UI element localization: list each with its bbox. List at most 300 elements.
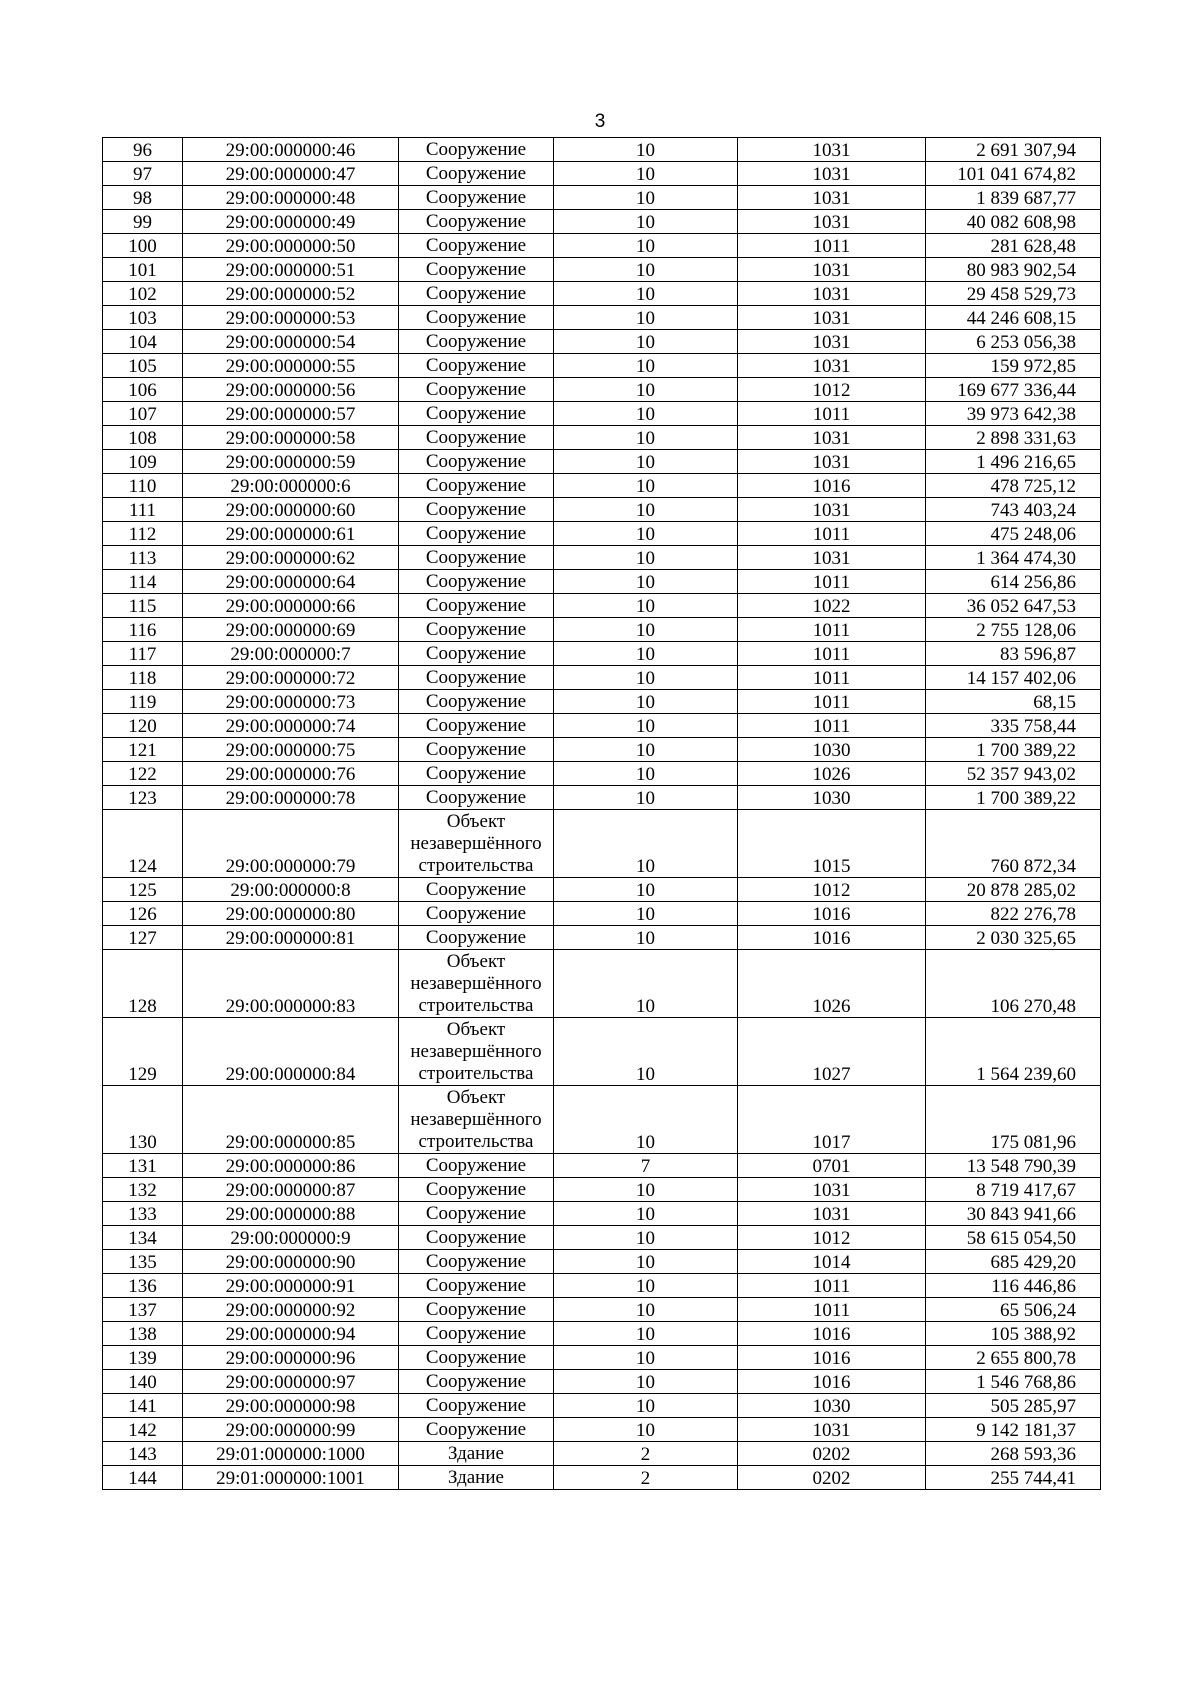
code-cell: 1030 — [738, 1394, 926, 1418]
table-row — [103, 378, 1101, 402]
group-cell: 10 — [554, 1018, 738, 1086]
cadastral-number-cell: 29:00:000000:91 — [183, 1274, 399, 1298]
code-cell: 1011 — [738, 570, 926, 594]
code-cell: 1031 — [738, 258, 926, 282]
code-cell: 1011 — [738, 1274, 926, 1298]
row-number-cell: 101 — [103, 258, 183, 282]
code-cell: 1011 — [738, 618, 926, 642]
table-row — [103, 594, 1101, 618]
cadastral-value-cell: 255 744,41 — [926, 1466, 1101, 1490]
code-cell: 1031 — [738, 162, 926, 186]
cadastral-value-cell: 83 596,87 — [926, 642, 1101, 666]
group-cell: 10 — [554, 306, 738, 330]
group-cell: 10 — [554, 186, 738, 210]
cadastral-number-cell: 29:00:000000:56 — [183, 378, 399, 402]
cadastral-value-cell: 685 429,20 — [926, 1250, 1101, 1274]
group-cell: 10 — [554, 282, 738, 306]
row-number-cell: 131 — [103, 1154, 183, 1178]
table-row — [103, 306, 1101, 330]
cadastral-value-cell: 822 276,78 — [926, 902, 1101, 926]
row-number-cell: 98 — [103, 186, 183, 210]
code-cell: 1012 — [738, 1226, 926, 1250]
table-row — [103, 902, 1101, 926]
table-row — [103, 570, 1101, 594]
table-row — [103, 354, 1101, 378]
object-type-cell: Сооружение — [399, 234, 554, 258]
cadastral-value-cell: 2 898 331,63 — [926, 426, 1101, 450]
code-cell: 1031 — [738, 1418, 926, 1442]
table-row — [103, 1346, 1101, 1370]
table-row — [103, 786, 1101, 810]
code-cell: 0202 — [738, 1442, 926, 1466]
code-cell: 1016 — [738, 1346, 926, 1370]
group-cell: 10 — [554, 1250, 738, 1274]
object-type-cell: Сооружение — [399, 474, 554, 498]
object-type-cell: Сооружение — [399, 738, 554, 762]
row-number-cell: 108 — [103, 426, 183, 450]
object-type-cell: Сооружение — [399, 714, 554, 738]
group-cell: 10 — [554, 1086, 738, 1154]
row-number-cell: 130 — [103, 1086, 183, 1154]
code-cell: 1011 — [738, 234, 926, 258]
cadastral-value-cell: 80 983 902,54 — [926, 258, 1101, 282]
group-cell: 10 — [554, 330, 738, 354]
table-row — [103, 210, 1101, 234]
table-row — [103, 498, 1101, 522]
cadastral-value-cell: 268 593,36 — [926, 1442, 1101, 1466]
object-type-cell: Сооружение — [399, 330, 554, 354]
row-number-cell: 118 — [103, 666, 183, 690]
cadastral-number-cell: 29:00:000000:78 — [183, 786, 399, 810]
code-cell: 1031 — [738, 498, 926, 522]
object-type-cell: Сооружение — [399, 306, 554, 330]
row-number-cell: 123 — [103, 786, 183, 810]
cadastral-number-cell: 29:00:000000:62 — [183, 546, 399, 570]
table-row — [103, 1086, 1101, 1154]
code-cell: 1031 — [738, 210, 926, 234]
row-number-cell: 125 — [103, 878, 183, 902]
code-cell: 1030 — [738, 738, 926, 762]
cadastral-value-cell: 335 758,44 — [926, 714, 1101, 738]
cadastral-value-cell: 1 564 239,60 — [926, 1018, 1101, 1086]
group-cell: 2 — [554, 1466, 738, 1490]
row-number-cell: 116 — [103, 618, 183, 642]
row-number-cell: 140 — [103, 1370, 183, 1394]
object-type-cell: Сооружение — [399, 902, 554, 926]
code-cell: 1016 — [738, 474, 926, 498]
object-type-cell: Сооружение — [399, 1346, 554, 1370]
row-number-cell: 104 — [103, 330, 183, 354]
object-type-cell: Сооружение — [399, 1298, 554, 1322]
code-cell: 1031 — [738, 546, 926, 570]
table-row — [103, 950, 1101, 1018]
group-cell: 10 — [554, 474, 738, 498]
cadastral-number-cell: 29:00:000000:48 — [183, 186, 399, 210]
group-cell: 7 — [554, 1154, 738, 1178]
group-cell: 10 — [554, 762, 738, 786]
cadastral-number-cell: 29:00:000000:85 — [183, 1086, 399, 1154]
code-cell: 1017 — [738, 1086, 926, 1154]
row-number-cell: 142 — [103, 1418, 183, 1442]
cadastral-value-cell: 1 700 389,22 — [926, 786, 1101, 810]
row-number-cell: 128 — [103, 950, 183, 1018]
group-cell: 10 — [554, 618, 738, 642]
group-cell: 10 — [554, 138, 738, 162]
table-row — [103, 1418, 1101, 1442]
group-cell: 10 — [554, 1226, 738, 1250]
table-row — [103, 690, 1101, 714]
row-number-cell: 110 — [103, 474, 183, 498]
object-type-cell: Здание — [399, 1466, 554, 1490]
cadastral-number-cell: 29:00:000000:6 — [183, 474, 399, 498]
code-cell: 1011 — [738, 666, 926, 690]
object-type-cell: Сооружение — [399, 1394, 554, 1418]
object-type-cell: Сооружение — [399, 1154, 554, 1178]
cadastral-number-cell: 29:00:000000:53 — [183, 306, 399, 330]
row-number-cell: 133 — [103, 1202, 183, 1226]
group-cell: 10 — [554, 1202, 738, 1226]
group-cell: 10 — [554, 666, 738, 690]
table-row — [103, 162, 1101, 186]
code-cell: 1031 — [738, 138, 926, 162]
cadastral-value-cell: 1 364 474,30 — [926, 546, 1101, 570]
table-row — [103, 330, 1101, 354]
cadastral-value-cell: 116 446,86 — [926, 1274, 1101, 1298]
cadastral-value-cell: 8 719 417,67 — [926, 1178, 1101, 1202]
row-number-cell: 126 — [103, 902, 183, 926]
cadastral-value-cell: 13 548 790,39 — [926, 1154, 1101, 1178]
row-number-cell: 105 — [103, 354, 183, 378]
code-cell: 1026 — [738, 762, 926, 786]
cadastral-number-cell: 29:00:000000:87 — [183, 1178, 399, 1202]
object-type-cell: Сооружение — [399, 1202, 554, 1226]
code-cell: 1011 — [738, 1298, 926, 1322]
table-row — [103, 1442, 1101, 1466]
cadastral-number-cell: 29:00:000000:51 — [183, 258, 399, 282]
row-number-cell: 109 — [103, 450, 183, 474]
row-number-cell: 122 — [103, 762, 183, 786]
table-body — [103, 138, 1101, 1490]
cadastral-number-cell: 29:00:000000:7 — [183, 642, 399, 666]
table-row — [103, 522, 1101, 546]
row-number-cell: 111 — [103, 498, 183, 522]
cadastral-number-cell: 29:00:000000:57 — [183, 402, 399, 426]
table-row — [103, 1322, 1101, 1346]
group-cell: 10 — [554, 378, 738, 402]
row-number-cell: 100 — [103, 234, 183, 258]
group-cell: 10 — [554, 450, 738, 474]
table-row — [103, 642, 1101, 666]
table-row — [103, 258, 1101, 282]
cadastral-number-cell: 29:00:000000:58 — [183, 426, 399, 450]
row-number-cell: 121 — [103, 738, 183, 762]
cadastral-value-cell: 478 725,12 — [926, 474, 1101, 498]
table-row — [103, 1018, 1101, 1086]
table-row — [103, 926, 1101, 950]
cadastral-value-cell: 169 677 336,44 — [926, 378, 1101, 402]
row-number-cell: 113 — [103, 546, 183, 570]
row-number-cell: 141 — [103, 1394, 183, 1418]
cadastral-number-cell: 29:00:000000:86 — [183, 1154, 399, 1178]
object-type-cell: Сооружение — [399, 546, 554, 570]
cadastral-value-cell: 2 691 307,94 — [926, 138, 1101, 162]
row-number-cell: 129 — [103, 1018, 183, 1086]
table-row — [103, 474, 1101, 498]
code-cell: 1014 — [738, 1250, 926, 1274]
page-number: 3 — [594, 111, 606, 132]
cadastral-number-cell: 29:00:000000:59 — [183, 450, 399, 474]
cadastral-value-cell: 68,15 — [926, 690, 1101, 714]
row-number-cell: 137 — [103, 1298, 183, 1322]
cadastral-number-cell: 29:00:000000:74 — [183, 714, 399, 738]
cadastral-value-cell: 1 496 216,65 — [926, 450, 1101, 474]
group-cell: 10 — [554, 234, 738, 258]
table-row — [103, 402, 1101, 426]
code-cell: 1011 — [738, 522, 926, 546]
code-cell: 1031 — [738, 1178, 926, 1202]
group-cell: 10 — [554, 1178, 738, 1202]
object-type-cell: Сооружение — [399, 1418, 554, 1442]
cadastral-value-cell: 505 285,97 — [926, 1394, 1101, 1418]
row-number-cell: 115 — [103, 594, 183, 618]
code-cell: 1012 — [738, 878, 926, 902]
group-cell: 10 — [554, 1346, 738, 1370]
group-cell: 10 — [554, 714, 738, 738]
cadastral-value-cell: 44 246 608,15 — [926, 306, 1101, 330]
row-number-cell: 112 — [103, 522, 183, 546]
table-row — [103, 714, 1101, 738]
group-cell: 10 — [554, 570, 738, 594]
code-cell: 1031 — [738, 1202, 926, 1226]
object-type-cell: Сооружение — [399, 762, 554, 786]
cadastral-value-cell: 614 256,86 — [926, 570, 1101, 594]
table-row — [103, 666, 1101, 690]
object-type-cell: Объект незавершённого строительства — [399, 810, 554, 878]
cadastral-value-cell: 52 357 943,02 — [926, 762, 1101, 786]
cadastral-number-cell: 29:00:000000:46 — [183, 138, 399, 162]
cadastral-number-cell: 29:00:000000:92 — [183, 1298, 399, 1322]
code-cell: 1022 — [738, 594, 926, 618]
table-row — [103, 810, 1101, 878]
cadastral-value-cell: 106 270,48 — [926, 950, 1101, 1018]
cadastral-number-cell: 29:00:000000:69 — [183, 618, 399, 642]
group-cell: 10 — [554, 210, 738, 234]
row-number-cell: 134 — [103, 1226, 183, 1250]
object-type-cell: Сооружение — [399, 878, 554, 902]
object-type-cell: Сооружение — [399, 1250, 554, 1274]
cadastral-value-cell: 159 972,85 — [926, 354, 1101, 378]
code-cell: 1031 — [738, 330, 926, 354]
object-type-cell: Сооружение — [399, 498, 554, 522]
cadastral-number-cell: 29:00:000000:75 — [183, 738, 399, 762]
object-type-cell: Объект незавершённого строительства — [399, 950, 554, 1018]
cadastral-number-cell: 29:00:000000:52 — [183, 282, 399, 306]
object-type-cell: Сооружение — [399, 426, 554, 450]
row-number-cell: 107 — [103, 402, 183, 426]
table-row — [103, 234, 1101, 258]
object-type-cell: Сооружение — [399, 162, 554, 186]
table-row — [103, 1178, 1101, 1202]
row-number-cell: 106 — [103, 378, 183, 402]
cadastral-value-cell: 58 615 054,50 — [926, 1226, 1101, 1250]
row-number-cell: 114 — [103, 570, 183, 594]
row-number-cell: 127 — [103, 926, 183, 950]
cadastral-value-cell: 101 041 674,82 — [926, 162, 1101, 186]
object-type-cell: Сооружение — [399, 282, 554, 306]
code-cell: 1012 — [738, 378, 926, 402]
group-cell: 10 — [554, 594, 738, 618]
cadastral-number-cell: 29:00:000000:9 — [183, 1226, 399, 1250]
cadastral-number-cell: 29:00:000000:96 — [183, 1346, 399, 1370]
object-type-cell: Сооружение — [399, 618, 554, 642]
cadastral-number-cell: 29:01:000000:1000 — [183, 1442, 399, 1466]
cadastral-number-cell: 29:00:000000:98 — [183, 1394, 399, 1418]
table-row — [103, 450, 1101, 474]
row-number-cell: 138 — [103, 1322, 183, 1346]
table-row — [103, 738, 1101, 762]
cadastral-number-cell: 29:00:000000:88 — [183, 1202, 399, 1226]
cadastral-number-cell: 29:00:000000:49 — [183, 210, 399, 234]
cadastral-number-cell: 29:00:000000:99 — [183, 1418, 399, 1442]
table-row — [103, 1250, 1101, 1274]
code-cell: 1027 — [738, 1018, 926, 1086]
code-cell: 1030 — [738, 786, 926, 810]
cadastral-number-cell: 29:00:000000:72 — [183, 666, 399, 690]
cadastral-number-cell: 29:00:000000:8 — [183, 878, 399, 902]
group-cell: 10 — [554, 642, 738, 666]
row-number-cell: 97 — [103, 162, 183, 186]
group-cell: 10 — [554, 1418, 738, 1442]
code-cell: 1031 — [738, 282, 926, 306]
object-type-cell: Сооружение — [399, 378, 554, 402]
row-number-cell: 124 — [103, 810, 183, 878]
table-row — [103, 762, 1101, 786]
cadastral-value-cell: 36 052 647,53 — [926, 594, 1101, 618]
group-cell: 10 — [554, 902, 738, 926]
group-cell: 10 — [554, 878, 738, 902]
code-cell: 1031 — [738, 306, 926, 330]
code-cell: 1031 — [738, 354, 926, 378]
table-row — [103, 1394, 1101, 1418]
group-cell: 10 — [554, 786, 738, 810]
cadastral-number-cell: 29:00:000000:54 — [183, 330, 399, 354]
row-number-cell: 139 — [103, 1346, 183, 1370]
code-cell: 1031 — [738, 450, 926, 474]
cadastral-value-cell: 1 546 768,86 — [926, 1370, 1101, 1394]
table-row — [103, 1226, 1101, 1250]
cadastral-value-cell: 14 157 402,06 — [926, 666, 1101, 690]
row-number-cell: 120 — [103, 714, 183, 738]
code-cell: 1031 — [738, 186, 926, 210]
object-type-cell: Сооружение — [399, 1322, 554, 1346]
object-type-cell: Сооружение — [399, 138, 554, 162]
object-type-cell: Сооружение — [399, 594, 554, 618]
cadastral-number-cell: 29:00:000000:80 — [183, 902, 399, 926]
object-type-cell: Объект незавершённого строительства — [399, 1086, 554, 1154]
cadastral-value-cell: 39 973 642,38 — [926, 402, 1101, 426]
cadastral-number-cell: 29:00:000000:61 — [183, 522, 399, 546]
group-cell: 10 — [554, 426, 738, 450]
table-row — [103, 138, 1101, 162]
group-cell: 10 — [554, 1274, 738, 1298]
cadastral-value-cell: 1 839 687,77 — [926, 186, 1101, 210]
cadastral-number-cell: 29:00:000000:76 — [183, 762, 399, 786]
object-type-cell: Здание — [399, 1442, 554, 1466]
cadastral-value-cell: 65 506,24 — [926, 1298, 1101, 1322]
group-cell: 10 — [554, 810, 738, 878]
cadastral-number-cell: 29:00:000000:50 — [183, 234, 399, 258]
object-type-cell: Сооружение — [399, 1274, 554, 1298]
object-type-cell: Сооружение — [399, 666, 554, 690]
cadastral-number-cell: 29:00:000000:81 — [183, 926, 399, 950]
object-type-cell: Сооружение — [399, 210, 554, 234]
cadastral-value-cell: 40 082 608,98 — [926, 210, 1101, 234]
code-cell: 1011 — [738, 402, 926, 426]
cadastral-number-cell: 29:00:000000:64 — [183, 570, 399, 594]
code-cell: 1016 — [738, 902, 926, 926]
table-row — [103, 186, 1101, 210]
table-row — [103, 1274, 1101, 1298]
cadastral-number-cell: 29:00:000000:90 — [183, 1250, 399, 1274]
table-row — [103, 1466, 1101, 1490]
row-number-cell: 143 — [103, 1442, 183, 1466]
row-number-cell: 117 — [103, 642, 183, 666]
cadastral-value-cell: 9 142 181,37 — [926, 1418, 1101, 1442]
code-cell: 1016 — [738, 926, 926, 950]
cadastral-value-cell: 20 878 285,02 — [926, 878, 1101, 902]
cadastral-value-cell: 1 700 389,22 — [926, 738, 1101, 762]
table-row — [103, 1202, 1101, 1226]
table-row — [103, 618, 1101, 642]
code-cell: 1011 — [738, 690, 926, 714]
object-type-cell: Сооружение — [399, 402, 554, 426]
object-type-cell: Сооружение — [399, 1370, 554, 1394]
cadastral-value-cell: 281 628,48 — [926, 234, 1101, 258]
row-number-cell: 102 — [103, 282, 183, 306]
cadastral-value-cell: 760 872,34 — [926, 810, 1101, 878]
group-cell: 10 — [554, 354, 738, 378]
group-cell: 10 — [554, 1322, 738, 1346]
code-cell: 1031 — [738, 426, 926, 450]
cadastral-value-cell: 175 081,96 — [926, 1086, 1101, 1154]
cadastral-value-cell: 743 403,24 — [926, 498, 1101, 522]
object-type-cell: Сооружение — [399, 926, 554, 950]
row-number-cell: 96 — [103, 138, 183, 162]
table-row — [103, 1298, 1101, 1322]
cadastral-number-cell: 29:00:000000:97 — [183, 1370, 399, 1394]
group-cell: 10 — [554, 546, 738, 570]
cadastral-number-cell: 29:01:000000:1001 — [183, 1466, 399, 1490]
cadastral-number-cell: 29:00:000000:73 — [183, 690, 399, 714]
group-cell: 10 — [554, 1298, 738, 1322]
cadastral-value-cell: 29 458 529,73 — [926, 282, 1101, 306]
object-type-cell: Сооружение — [399, 1178, 554, 1202]
group-cell: 10 — [554, 498, 738, 522]
cadastral-number-cell: 29:00:000000:66 — [183, 594, 399, 618]
group-cell: 10 — [554, 1394, 738, 1418]
group-cell: 10 — [554, 402, 738, 426]
row-number-cell: 135 — [103, 1250, 183, 1274]
row-number-cell: 132 — [103, 1178, 183, 1202]
object-type-cell: Сооружение — [399, 786, 554, 810]
cadastral-number-cell: 29:00:000000:84 — [183, 1018, 399, 1086]
cadastral-number-cell: 29:00:000000:55 — [183, 354, 399, 378]
table-row — [103, 1154, 1101, 1178]
group-cell: 10 — [554, 162, 738, 186]
group-cell: 10 — [554, 690, 738, 714]
object-type-cell: Сооружение — [399, 570, 554, 594]
cadastral-number-cell: 29:00:000000:79 — [183, 810, 399, 878]
